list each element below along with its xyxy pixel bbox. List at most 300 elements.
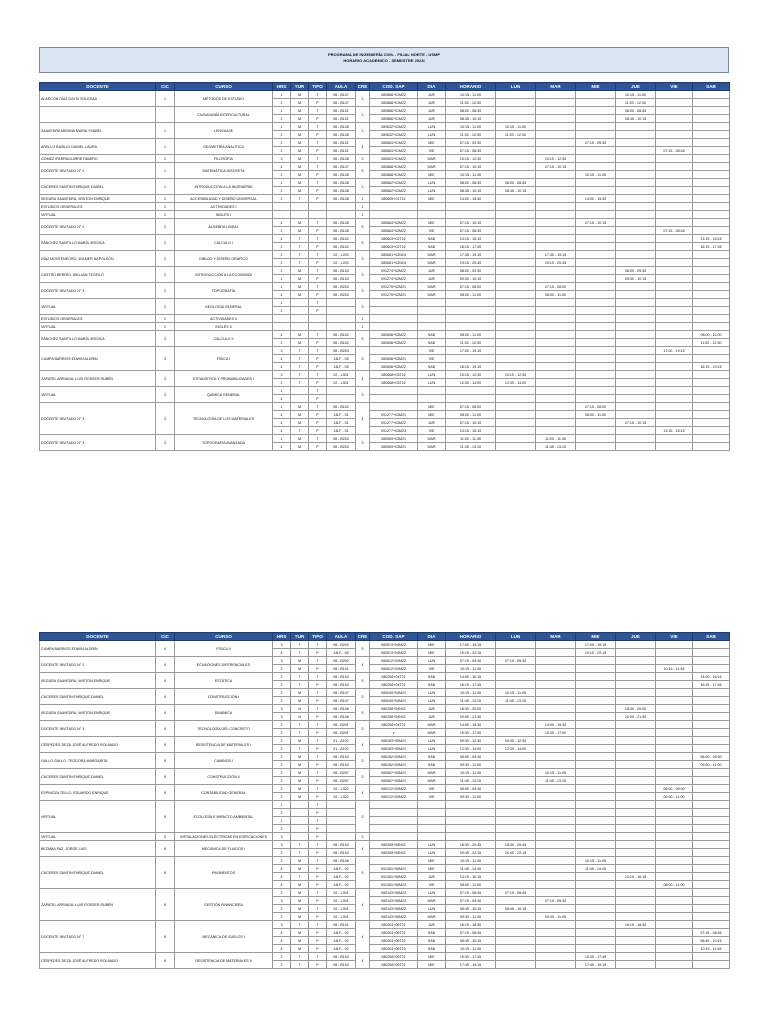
schedule-cell bbox=[496, 777, 536, 785]
schedule-cell: T bbox=[309, 737, 327, 745]
schedule-cell: P bbox=[309, 793, 327, 801]
schedule-cell: T bbox=[291, 673, 309, 681]
schedule-cell bbox=[496, 833, 536, 841]
creditos-cell: 5 bbox=[356, 857, 370, 889]
schedule-cell: 2 bbox=[273, 793, 291, 801]
table-row bbox=[40, 155, 730, 163]
schedule-cell: M bbox=[291, 443, 309, 451]
schedule-cell bbox=[496, 347, 536, 355]
schedule-cell: 4 bbox=[273, 163, 291, 171]
ciclo-cell bbox=[156, 107, 175, 123]
schedule-cell: M bbox=[291, 761, 309, 769]
schedule-cell: MAR bbox=[418, 435, 446, 443]
schedule-cell bbox=[656, 339, 693, 347]
schedule-cell bbox=[496, 705, 536, 713]
schedule-cell bbox=[616, 283, 656, 291]
schedule-cell: P bbox=[309, 745, 327, 753]
schedule-cell: P bbox=[309, 291, 327, 299]
schedule-cell: 08:00 - 11:00 bbox=[576, 411, 616, 419]
schedule-cell bbox=[576, 793, 616, 801]
schedule-cell bbox=[576, 355, 616, 363]
schedule-cell bbox=[496, 881, 536, 889]
creditos-cell: 5 bbox=[356, 235, 370, 251]
schedule-cell bbox=[536, 211, 576, 219]
schedule-cell: 10:15 - 11:45 bbox=[446, 171, 496, 179]
schedule-cell bbox=[616, 889, 656, 897]
schedule-cell: 11:00 - 12:30 bbox=[446, 131, 496, 139]
schedule-cell: 2 bbox=[273, 913, 291, 921]
schedule-cell bbox=[576, 945, 616, 953]
schedule-cell bbox=[616, 171, 656, 179]
schedule-cell bbox=[693, 315, 730, 323]
schedule-cell: M bbox=[291, 793, 309, 801]
docente-cell: CÁCERES SANTIN ENRIQUE DANIEL bbox=[40, 689, 156, 705]
schedule-cell: JUE bbox=[418, 115, 446, 123]
schedule-cell bbox=[616, 657, 656, 665]
schedule-cell: 19:15 - 20:45 bbox=[536, 259, 576, 267]
schedule-cell: M bbox=[291, 403, 309, 411]
creditos-cell: 2 bbox=[356, 123, 370, 139]
schedule-cell: T bbox=[291, 641, 309, 649]
table-row bbox=[40, 753, 730, 761]
schedule-cell bbox=[693, 913, 730, 921]
schedule-cell bbox=[309, 211, 327, 219]
table-row bbox=[40, 91, 730, 99]
schedule-cell bbox=[693, 427, 730, 435]
schedule-cell: 10:15 - 11:45 bbox=[446, 857, 496, 865]
schedule-cell: T bbox=[309, 689, 327, 697]
schedule-cell bbox=[576, 921, 616, 929]
schedule-cell bbox=[496, 331, 536, 339]
curso-cell: TECNOLOGÍA DEL CONCRETO bbox=[175, 721, 273, 737]
schedule-cell: 080664+02M22 bbox=[370, 227, 418, 235]
schedule-cell: 06 - B204 bbox=[327, 641, 356, 649]
schedule-cell bbox=[370, 387, 418, 395]
schedule-cell: M bbox=[291, 227, 309, 235]
schedule-cell bbox=[496, 801, 536, 809]
schedule-cell bbox=[536, 363, 576, 371]
schedule-cell bbox=[576, 905, 616, 913]
schedule-cell bbox=[309, 315, 327, 323]
schedule-cell: P bbox=[309, 809, 327, 817]
docente-cell: CÉSPEDES DEZA JOSÉ ALFREDO ROLANDO bbox=[40, 737, 156, 753]
column-header: COD. SAP bbox=[370, 633, 418, 641]
ciclo-cell: 1 bbox=[156, 155, 175, 163]
schedule-cell: T bbox=[309, 753, 327, 761]
schedule-cell: 09:30 - 11:00 bbox=[446, 793, 496, 801]
schedule-cell: 02 - L302 bbox=[327, 793, 356, 801]
schedule-cell bbox=[496, 443, 536, 451]
schedule-cell: 080143+06M23 bbox=[370, 889, 418, 897]
schedule-cell: 02 - L301 bbox=[327, 371, 356, 379]
schedule-cell: P bbox=[309, 115, 327, 123]
schedule-cell bbox=[616, 841, 656, 849]
schedule-cell bbox=[656, 443, 693, 451]
schedule-cell: MAR bbox=[418, 259, 446, 267]
docente-cell: VIRTUAL bbox=[40, 387, 156, 403]
schedule-cell bbox=[616, 833, 656, 841]
schedule-cell: VIE bbox=[418, 347, 446, 355]
schedule-cell: 07:15 - 08:00 bbox=[446, 403, 496, 411]
schedule-cell bbox=[536, 147, 576, 155]
schedule-cell: 08:45 - 10:15 bbox=[446, 187, 496, 195]
schedule-cell: 16:15 - 17:45 bbox=[446, 681, 496, 689]
schedule-cell bbox=[291, 817, 309, 825]
schedule-cell bbox=[693, 155, 730, 163]
schedule-cell bbox=[616, 363, 656, 371]
schedule-cell: P bbox=[309, 761, 327, 769]
schedule-cell: P bbox=[309, 427, 327, 435]
column-header: TIPO bbox=[309, 633, 327, 641]
schedule-cell: T bbox=[309, 235, 327, 243]
schedule-cell bbox=[536, 873, 576, 881]
schedule-cell: 080668+01M22 bbox=[370, 163, 418, 171]
schedule-cell bbox=[536, 139, 576, 147]
schedule-cell: 02 - L302 bbox=[327, 785, 356, 793]
curso-cell: RESISTENCIA DE MATERIALES I bbox=[175, 737, 273, 753]
schedule-cell: 11:00 - 11:45 bbox=[446, 435, 496, 443]
schedule-cell: 1 bbox=[273, 283, 291, 291]
schedule-cell bbox=[291, 833, 309, 841]
schedule-cell: P bbox=[309, 913, 327, 921]
schedule-cell bbox=[576, 737, 616, 745]
schedule-cell: 10:15 - 11:45 bbox=[693, 945, 730, 953]
schedule-cell bbox=[370, 299, 418, 307]
schedule-cell: VIE bbox=[418, 355, 446, 363]
schedule-cell bbox=[536, 379, 576, 387]
schedule-cell bbox=[309, 203, 327, 211]
schedule-cell: 2 bbox=[273, 139, 291, 147]
schedule-cell: 2 bbox=[273, 697, 291, 705]
schedule-cell: MIE bbox=[418, 649, 446, 657]
schedule-cell bbox=[693, 171, 730, 179]
table-row bbox=[40, 235, 730, 243]
schedule-cell: P bbox=[309, 649, 327, 657]
schedule-cell: 091281+06M22 bbox=[370, 873, 418, 881]
schedule-cell bbox=[446, 323, 496, 331]
schedule-cell bbox=[616, 163, 656, 171]
schedule-cell: 2 bbox=[273, 115, 291, 123]
schedule-cell: LUN bbox=[418, 905, 446, 913]
schedule-cell: SAB bbox=[418, 945, 446, 953]
schedule-cell bbox=[496, 713, 536, 721]
schedule-cell: 15:30 - 17:00 bbox=[536, 729, 576, 737]
schedule-cell: 3 bbox=[273, 713, 291, 721]
schedule-cell bbox=[576, 665, 616, 673]
schedule-cell bbox=[576, 657, 616, 665]
schedule-cell bbox=[370, 347, 418, 355]
column-header: DOCENTE bbox=[40, 633, 156, 641]
schedule-cell: 14LF - 01 bbox=[327, 427, 356, 435]
schedule-cell: 080666+01M22 bbox=[370, 115, 418, 123]
schedule-cell: P bbox=[309, 131, 327, 139]
schedule-cell: P bbox=[309, 881, 327, 889]
schedule-cell bbox=[616, 427, 656, 435]
schedule-cell: LUN bbox=[418, 745, 446, 753]
schedule-cell bbox=[576, 347, 616, 355]
schedule-cell bbox=[496, 721, 536, 729]
schedule-cell bbox=[576, 187, 616, 195]
schedule-cell bbox=[576, 211, 616, 219]
schedule-cell bbox=[616, 195, 656, 203]
docente-cell: SEGURA SAAVEDRA, WISTON ENRIQUE bbox=[40, 705, 156, 721]
schedule-cell bbox=[536, 387, 576, 395]
schedule-cell bbox=[693, 107, 730, 115]
schedule-cell bbox=[693, 403, 730, 411]
curso-cell: GESTIÓN FINANCIERA bbox=[175, 889, 273, 921]
schedule-cell: 12:30 - 14:00 bbox=[496, 745, 536, 753]
schedule-cell: MAR bbox=[418, 251, 446, 259]
schedule-cell: 14LF - 05 bbox=[327, 363, 356, 371]
schedule-cell: P bbox=[309, 713, 327, 721]
schedule-cell bbox=[327, 801, 356, 809]
schedule-cell: 07:15 - 08:45 bbox=[656, 227, 693, 235]
curso-cell: CÁLCULO I bbox=[175, 235, 273, 251]
schedule-cell: T bbox=[309, 953, 327, 961]
schedule-cell: 080122+05M22 bbox=[370, 785, 418, 793]
schedule-cell bbox=[656, 681, 693, 689]
schedule-cell: 16:15 - 17:45 bbox=[693, 243, 730, 251]
schedule-cell bbox=[693, 649, 730, 657]
schedule-cell bbox=[693, 745, 730, 753]
schedule-cell: 06 - B107 bbox=[327, 163, 356, 171]
ciclo-cell: 5 bbox=[156, 737, 175, 753]
schedule-cell: SAB bbox=[418, 331, 446, 339]
schedule-cell: T bbox=[291, 649, 309, 657]
creditos-cell: 3 bbox=[356, 387, 370, 403]
schedule-cell bbox=[496, 99, 536, 107]
table-row bbox=[40, 315, 730, 323]
schedule-cell bbox=[616, 729, 656, 737]
schedule-cell bbox=[576, 753, 616, 761]
schedule-cell: 12:30 - 14:00 bbox=[446, 745, 496, 753]
schedule-cell: M bbox=[291, 131, 309, 139]
ciclo-cell: 1 bbox=[156, 163, 175, 179]
creditos-cell: 3 bbox=[356, 801, 370, 833]
schedule-cell: 3 bbox=[273, 371, 291, 379]
schedule-cell bbox=[536, 905, 576, 913]
schedule-cell: 18:30 - 20:00 bbox=[446, 705, 496, 713]
docente-cell: DOCENTE INVITADO N° 3 bbox=[40, 283, 156, 299]
schedule-cell: 07:15 - 08:45 bbox=[446, 227, 496, 235]
schedule-cell bbox=[576, 235, 616, 243]
creditos-cell: 4 bbox=[356, 921, 370, 953]
schedule-cell bbox=[656, 331, 693, 339]
schedule-cell: T bbox=[309, 403, 327, 411]
curso-cell: ECUACIONES DIFERENCIALES bbox=[175, 657, 273, 673]
schedule-cell: 16:15 - 19:15 bbox=[446, 363, 496, 371]
schedule-cell: T bbox=[291, 729, 309, 737]
schedule-cell bbox=[536, 203, 576, 211]
docente-cell: SÁNCHEZ SANTILLO MARÍA JESSICA bbox=[40, 235, 156, 251]
schedule-cell bbox=[616, 745, 656, 753]
schedule-cell: 12:30 - 14:00 bbox=[496, 379, 536, 387]
schedule-cell bbox=[576, 881, 616, 889]
schedule-cell: 06 - B102 bbox=[327, 243, 356, 251]
curso-cell: MATEMÁTICA DISCRETA bbox=[175, 163, 273, 179]
schedule-cell bbox=[536, 817, 576, 825]
docente-cell: VIRTUAL bbox=[40, 801, 156, 833]
schedule-table-2 bbox=[39, 632, 730, 969]
schedule-cell bbox=[536, 331, 576, 339]
schedule-cell: T bbox=[309, 219, 327, 227]
creditos-cell: 3 bbox=[356, 689, 370, 705]
schedule-cell bbox=[418, 825, 446, 833]
schedule-cell bbox=[536, 937, 576, 945]
schedule-cell: 2 bbox=[273, 745, 291, 753]
schedule-cell bbox=[576, 889, 616, 897]
table-row bbox=[40, 203, 730, 211]
schedule-cell: T bbox=[291, 681, 309, 689]
schedule-cell: T bbox=[291, 355, 309, 363]
schedule-cell: T bbox=[309, 785, 327, 793]
schedule-cell: 2 bbox=[273, 379, 291, 387]
schedule-cell bbox=[656, 657, 693, 665]
curso-cell: GEOLOGÍA GENERAL bbox=[175, 299, 273, 315]
table-row bbox=[40, 857, 730, 865]
schedule-cell bbox=[616, 913, 656, 921]
schedule-cell: 16:15 - 17:45 bbox=[693, 681, 730, 689]
schedule-cell: T bbox=[291, 427, 309, 435]
schedule-cell: MIE bbox=[418, 139, 446, 147]
schedule-cell bbox=[656, 713, 693, 721]
schedule-cell bbox=[656, 857, 693, 865]
schedule-cell bbox=[576, 307, 616, 315]
schedule-cell bbox=[656, 945, 693, 953]
schedule-cell bbox=[576, 705, 616, 713]
column-header: TUR bbox=[291, 83, 309, 91]
schedule-cell bbox=[656, 905, 693, 913]
table-row bbox=[40, 387, 730, 395]
schedule-cell: MAR bbox=[418, 729, 446, 737]
ciclo-cell: 5 bbox=[156, 833, 175, 841]
schedule-cell: P bbox=[309, 873, 327, 881]
ciclo-cell: 2 bbox=[156, 235, 175, 251]
schedule-cell: 08:00 - 09:30 bbox=[446, 267, 496, 275]
schedule-cell bbox=[693, 227, 730, 235]
schedule-cell: M bbox=[291, 785, 309, 793]
schedule-cell bbox=[496, 355, 536, 363]
schedule-cell: 2 bbox=[273, 665, 291, 673]
schedule-cell: P bbox=[309, 419, 327, 427]
schedule-cell: 080662+01M22 bbox=[370, 187, 418, 195]
schedule-cell bbox=[418, 315, 446, 323]
schedule-cell bbox=[576, 315, 616, 323]
schedule-cell: 10:15 - 11:45 bbox=[446, 945, 496, 953]
schedule-cell bbox=[616, 251, 656, 259]
schedule-cell bbox=[693, 419, 730, 427]
schedule-cell: MIE bbox=[418, 641, 446, 649]
table-row bbox=[40, 107, 730, 115]
schedule-cell: 08:00 - 08:45 bbox=[616, 107, 656, 115]
schedule-cell: T bbox=[309, 91, 327, 99]
curso-cell: CÁLCULO II bbox=[175, 331, 273, 347]
schedule-cell bbox=[656, 841, 693, 849]
table-row bbox=[40, 219, 730, 227]
schedule-cell: 4 bbox=[273, 291, 291, 299]
schedule-cell: 14LF - 02 bbox=[327, 945, 356, 953]
schedule-cell bbox=[693, 355, 730, 363]
schedule-cell: 080258+04T21 bbox=[370, 673, 418, 681]
schedule-cell: 20:45 - 22:15 bbox=[446, 849, 496, 857]
schedule-cell bbox=[576, 777, 616, 785]
schedule-cell: 080049+04M21 bbox=[370, 697, 418, 705]
schedule-cell: 06 - B108 bbox=[327, 187, 356, 195]
schedule-cell: 10:15 - 12:30 bbox=[536, 155, 576, 163]
schedule-cell: 10:15 - 11:45 bbox=[576, 857, 616, 865]
schedule-cell: M bbox=[291, 897, 309, 905]
schedule-cell: 080664+02M22 bbox=[370, 219, 418, 227]
schedule-cell bbox=[418, 833, 446, 841]
schedule-cell bbox=[536, 745, 576, 753]
schedule-cell bbox=[576, 243, 616, 251]
schedule-cell: 11:00 - 12:30 bbox=[446, 339, 496, 347]
schedule-cell: 4 bbox=[273, 881, 291, 889]
schedule-cell: 07:15 - 10:15 bbox=[616, 419, 656, 427]
schedule-cell bbox=[693, 705, 730, 713]
schedule-cell bbox=[616, 665, 656, 673]
ciclo-cell: 1 bbox=[156, 139, 175, 155]
schedule-cell: 08:45 - 10:15 bbox=[496, 187, 536, 195]
schedule-cell: 06 - B203 bbox=[327, 291, 356, 299]
schedule-cell: LUN bbox=[418, 889, 446, 897]
schedule-cell bbox=[616, 897, 656, 905]
schedule-cell bbox=[496, 753, 536, 761]
ciclo-cell: 2 bbox=[156, 219, 175, 235]
schedule-cell: 080049+04M21 bbox=[370, 689, 418, 697]
schedule-cell: 10:15 - 11:45 bbox=[446, 665, 496, 673]
schedule-cell bbox=[536, 419, 576, 427]
schedule-cell bbox=[496, 435, 536, 443]
schedule-cell: 14:00 - 15:30 bbox=[446, 195, 496, 203]
schedule-cell: 09:30 - 11:45 bbox=[536, 913, 576, 921]
schedule-cell: 10:15 - 11:45 bbox=[446, 689, 496, 697]
schedule-cell bbox=[536, 99, 576, 107]
schedule-cell: P bbox=[309, 697, 327, 705]
schedule-cell bbox=[693, 123, 730, 131]
schedule-cell bbox=[576, 833, 616, 841]
schedule-cell: 080143+06M22 bbox=[370, 905, 418, 913]
schedule-cell: 3 bbox=[273, 705, 291, 713]
schedule-cell: M bbox=[291, 179, 309, 187]
schedule-cell bbox=[536, 657, 576, 665]
schedule-cell bbox=[536, 275, 576, 283]
schedule-cell bbox=[656, 753, 693, 761]
schedule-cell bbox=[496, 267, 536, 275]
schedule-cell bbox=[536, 785, 576, 793]
schedule-cell: 2 bbox=[273, 737, 291, 745]
docente-cell: DOCENTE INVITADO N° 2 bbox=[40, 163, 156, 179]
schedule-cell: 080658+03T22 bbox=[370, 371, 418, 379]
schedule-cell: 1 bbox=[273, 91, 291, 99]
creditos-cell: 3 bbox=[356, 299, 370, 315]
schedule-cell bbox=[536, 945, 576, 953]
schedule-cell: 080258+06T21 bbox=[370, 961, 418, 969]
schedule-cell: MAR bbox=[418, 283, 446, 291]
schedule-cell bbox=[536, 171, 576, 179]
schedule-cell: 06 - B101 bbox=[327, 139, 356, 147]
docente-cell: DOCENTE INVITADO N° 3 bbox=[40, 403, 156, 435]
schedule-cell: JUE bbox=[418, 419, 446, 427]
schedule-cell: 08:00 - 09:30 bbox=[656, 785, 693, 793]
schedule-cell: 08:00 - 08:45 bbox=[496, 179, 536, 187]
schedule-cell bbox=[496, 961, 536, 969]
schedule-cell: 06 - B103 bbox=[327, 841, 356, 849]
schedule-cell bbox=[616, 785, 656, 793]
schedule-cell: 11:45 - 13:15 bbox=[446, 697, 496, 705]
schedule-cell: 091274+02M22 bbox=[370, 275, 418, 283]
schedule-cell bbox=[656, 291, 693, 299]
